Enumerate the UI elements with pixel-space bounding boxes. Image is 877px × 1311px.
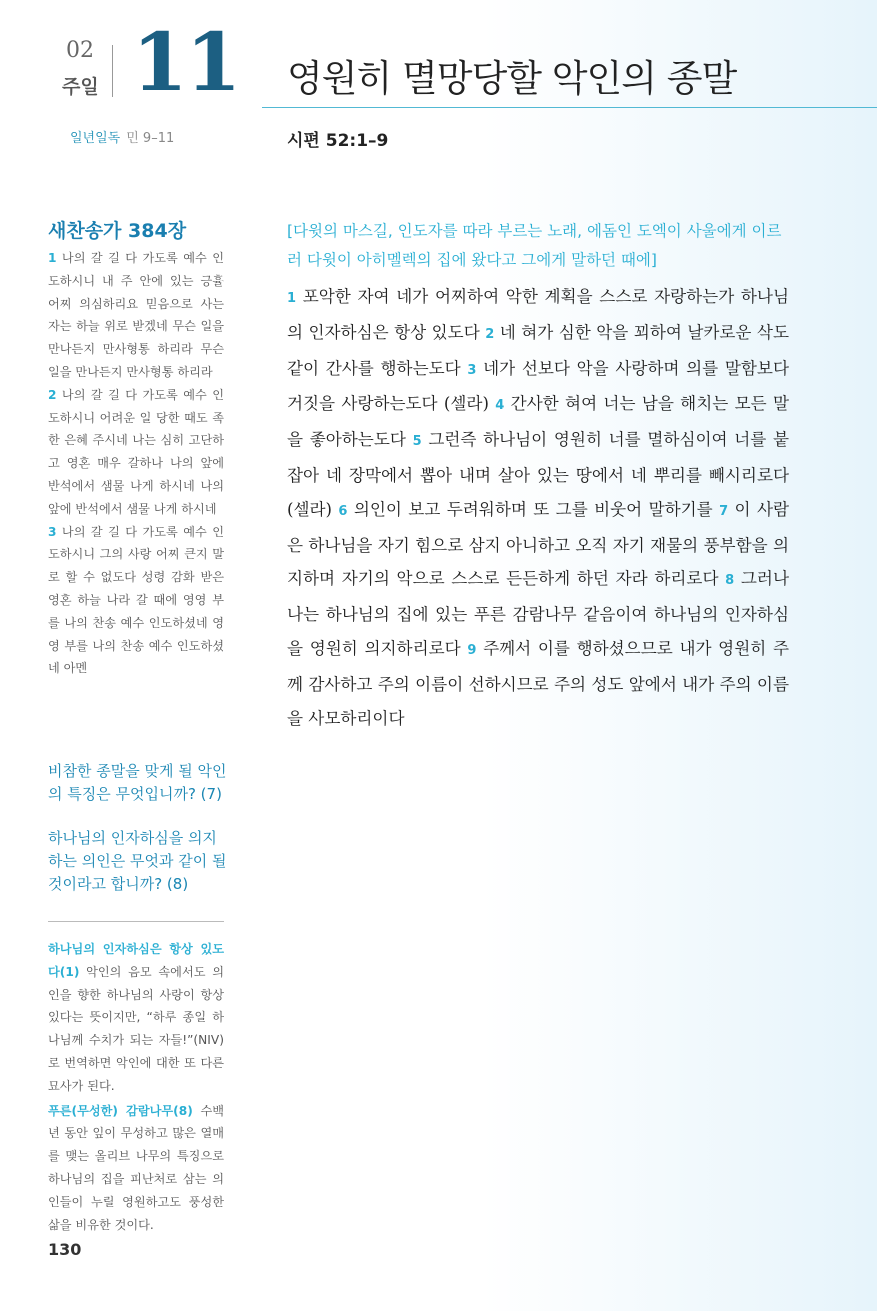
header-divider [112,45,113,97]
week-label: 주일 [62,76,99,98]
week-number: 11 [132,15,240,109]
scripture-text [287,280,789,735]
title-underline [262,107,877,108]
yearly-reading [70,127,174,146]
sidebar-divider [48,921,224,922]
reading-ref: 민 9–11 [126,131,175,146]
note-heading: 하나님의 인자하심은 항상 있도다(1) [48,942,224,979]
passage-reference: 시편 52:1–9 [287,131,389,151]
verse-number: 8 [725,573,735,589]
verse-number: 2 [485,326,495,342]
hymn-title: 새찬송가 384장 [48,220,187,242]
verse-number: 3 [48,524,57,539]
hymn-lyrics [48,247,224,680]
verse-number: 1 [48,251,57,265]
note-text: 수백 년 동안 잎이 무성하고 많은 열매를 맺는 올리브 나무의 특징으로 하나님의 집을 피난처로 삼는 의인들이 누릴 영원하고도 풍성한 삶을 비유한 것이다. [48,1103,225,1232]
note [48,938,224,1098]
verse-number: 3 [467,362,477,378]
verse-text: 네가 선보다 악을 사랑하며 의를 말함보다 거짓을 사랑하는도다 (셀라) [287,358,789,414]
verse-number: 5 [412,434,422,450]
verse-text: 포악한 자여 네가 어찌하여 악한 계획을 스스로 자랑하는가 하나님의 인자하심은 항상 있도다 [287,287,789,342]
month-number: 02 [66,38,94,63]
verse-number: 9 [467,642,477,658]
question-1: 비참한 종말을 맞게 될 악인의 특징은 무엇입니까? (7) [48,762,227,803]
study-notes [48,938,224,1238]
verse-number: 1 [287,291,297,306]
hymn-verse [48,521,224,681]
verse-number: 7 [719,503,729,519]
verse-text: 나의 갈 길 다 가도록 예수 인도하시니 내 주 안에 있는 긍휼 어찌 의심하리요 믿음으로 사는 자는 하늘 위로 받겠네 무슨 일을 만나든지 만사형통 하리라 무슨 일을 만나든지 만사형통 하리라 [48,251,225,379]
verse-text: 이 사람은 하나님을 자기 힘으로 삼지 아니하고 오직 자기 재물의 풍부함을 의지하며 자기의 악으로 스스로 든든하게 하던 자라 하리로다 [287,499,790,589]
page-title: 영원히 멸망당할 악인의 종말 [287,57,737,100]
verse-text: 그러나 나는 하나님의 집에 있는 푸른 감람나무 같음이여 하나님의 인자하심을 영원히 의지하리로다 [287,569,789,658]
hymn-verse [48,247,224,384]
verse-text: 나의 갈 길 다 가도록 예수 인도하시니 어려운 일 당한 때도 족한 은혜 주시네 나는 심히 고단하고 영혼 매우 갈하나 나의 앞에 반석에서 샘물 나게 하시네 나의 앞에 반석에서 샘물 나게 하시네 [48,387,225,516]
verse-text: 네 혀가 심한 악을 꾀하여 날카로운 삭도 같이 간사를 행하는도다 [287,322,789,378]
verse-number: 2 [48,387,57,402]
verse-number: 4 [495,398,505,414]
verse-number: 6 [338,503,348,519]
verse-text: 간사한 혀여 너는 남을 해치는 모든 말을 좋아하는도다 [287,394,789,450]
verse-text: 주께서 이를 행하셨으므로 내가 영원히 주께 감사하고 주의 이름이 선하시므로 주의 성도 앞에서 내가 주의 이름을 사모하리이다 [287,638,789,728]
verse-text: 의인이 보고 두려워하며 또 그를 비웃어 말하기를 [353,499,713,519]
note-heading: 푸른(무성한) 감람나무(8) [48,1103,193,1118]
note [48,1100,224,1237]
note-text: 악인의 음모 속에서도 의인을 향한 하나님의 사랑이 항상 있다는 뜻이지만, “하루 종일 하나님께 수치가 되는 자들!”(NIV)로 번역하면 악인에 대한 또 다른 묘사가 된다. [48,964,224,1093]
verse-text: 나의 갈 길 다 가도록 예수 인도하시니 그의 사랑 어찌 큰지 말로 할 수 없도다 성령 감화 받은 영혼 하늘 나라 갈 때에 영영 부를 나의 찬송 예수 인도하셨네 영영 부를 나의 찬송 예수 인도하셨네 아멘 [48,524,225,676]
psalm-superscription: [다윗의 마스길, 인도자를 따라 부르는 노래, 에돔인 도엑이 사울에게 이르러 다윗이 아히멜렉의 집에 왔다고 그에게 말하던 때에] [287,222,782,269]
question-2: 하나님의 인자하심을 의지하는 의인은 무엇과 같이 될 것이라고 합니까? (8) [48,829,227,893]
hymn-verse [48,384,224,521]
page-number: 130 [48,1240,82,1259]
verse-text: 그런즉 하나님이 영원히 너를 멸하심이여 너를 붙잡아 네 장막에서 뽑아 내며 살아 있는 땅에서 네 뿌리를 빼시리로다 (셀라) [287,430,789,519]
reading-label: 일년일독 [70,131,121,146]
